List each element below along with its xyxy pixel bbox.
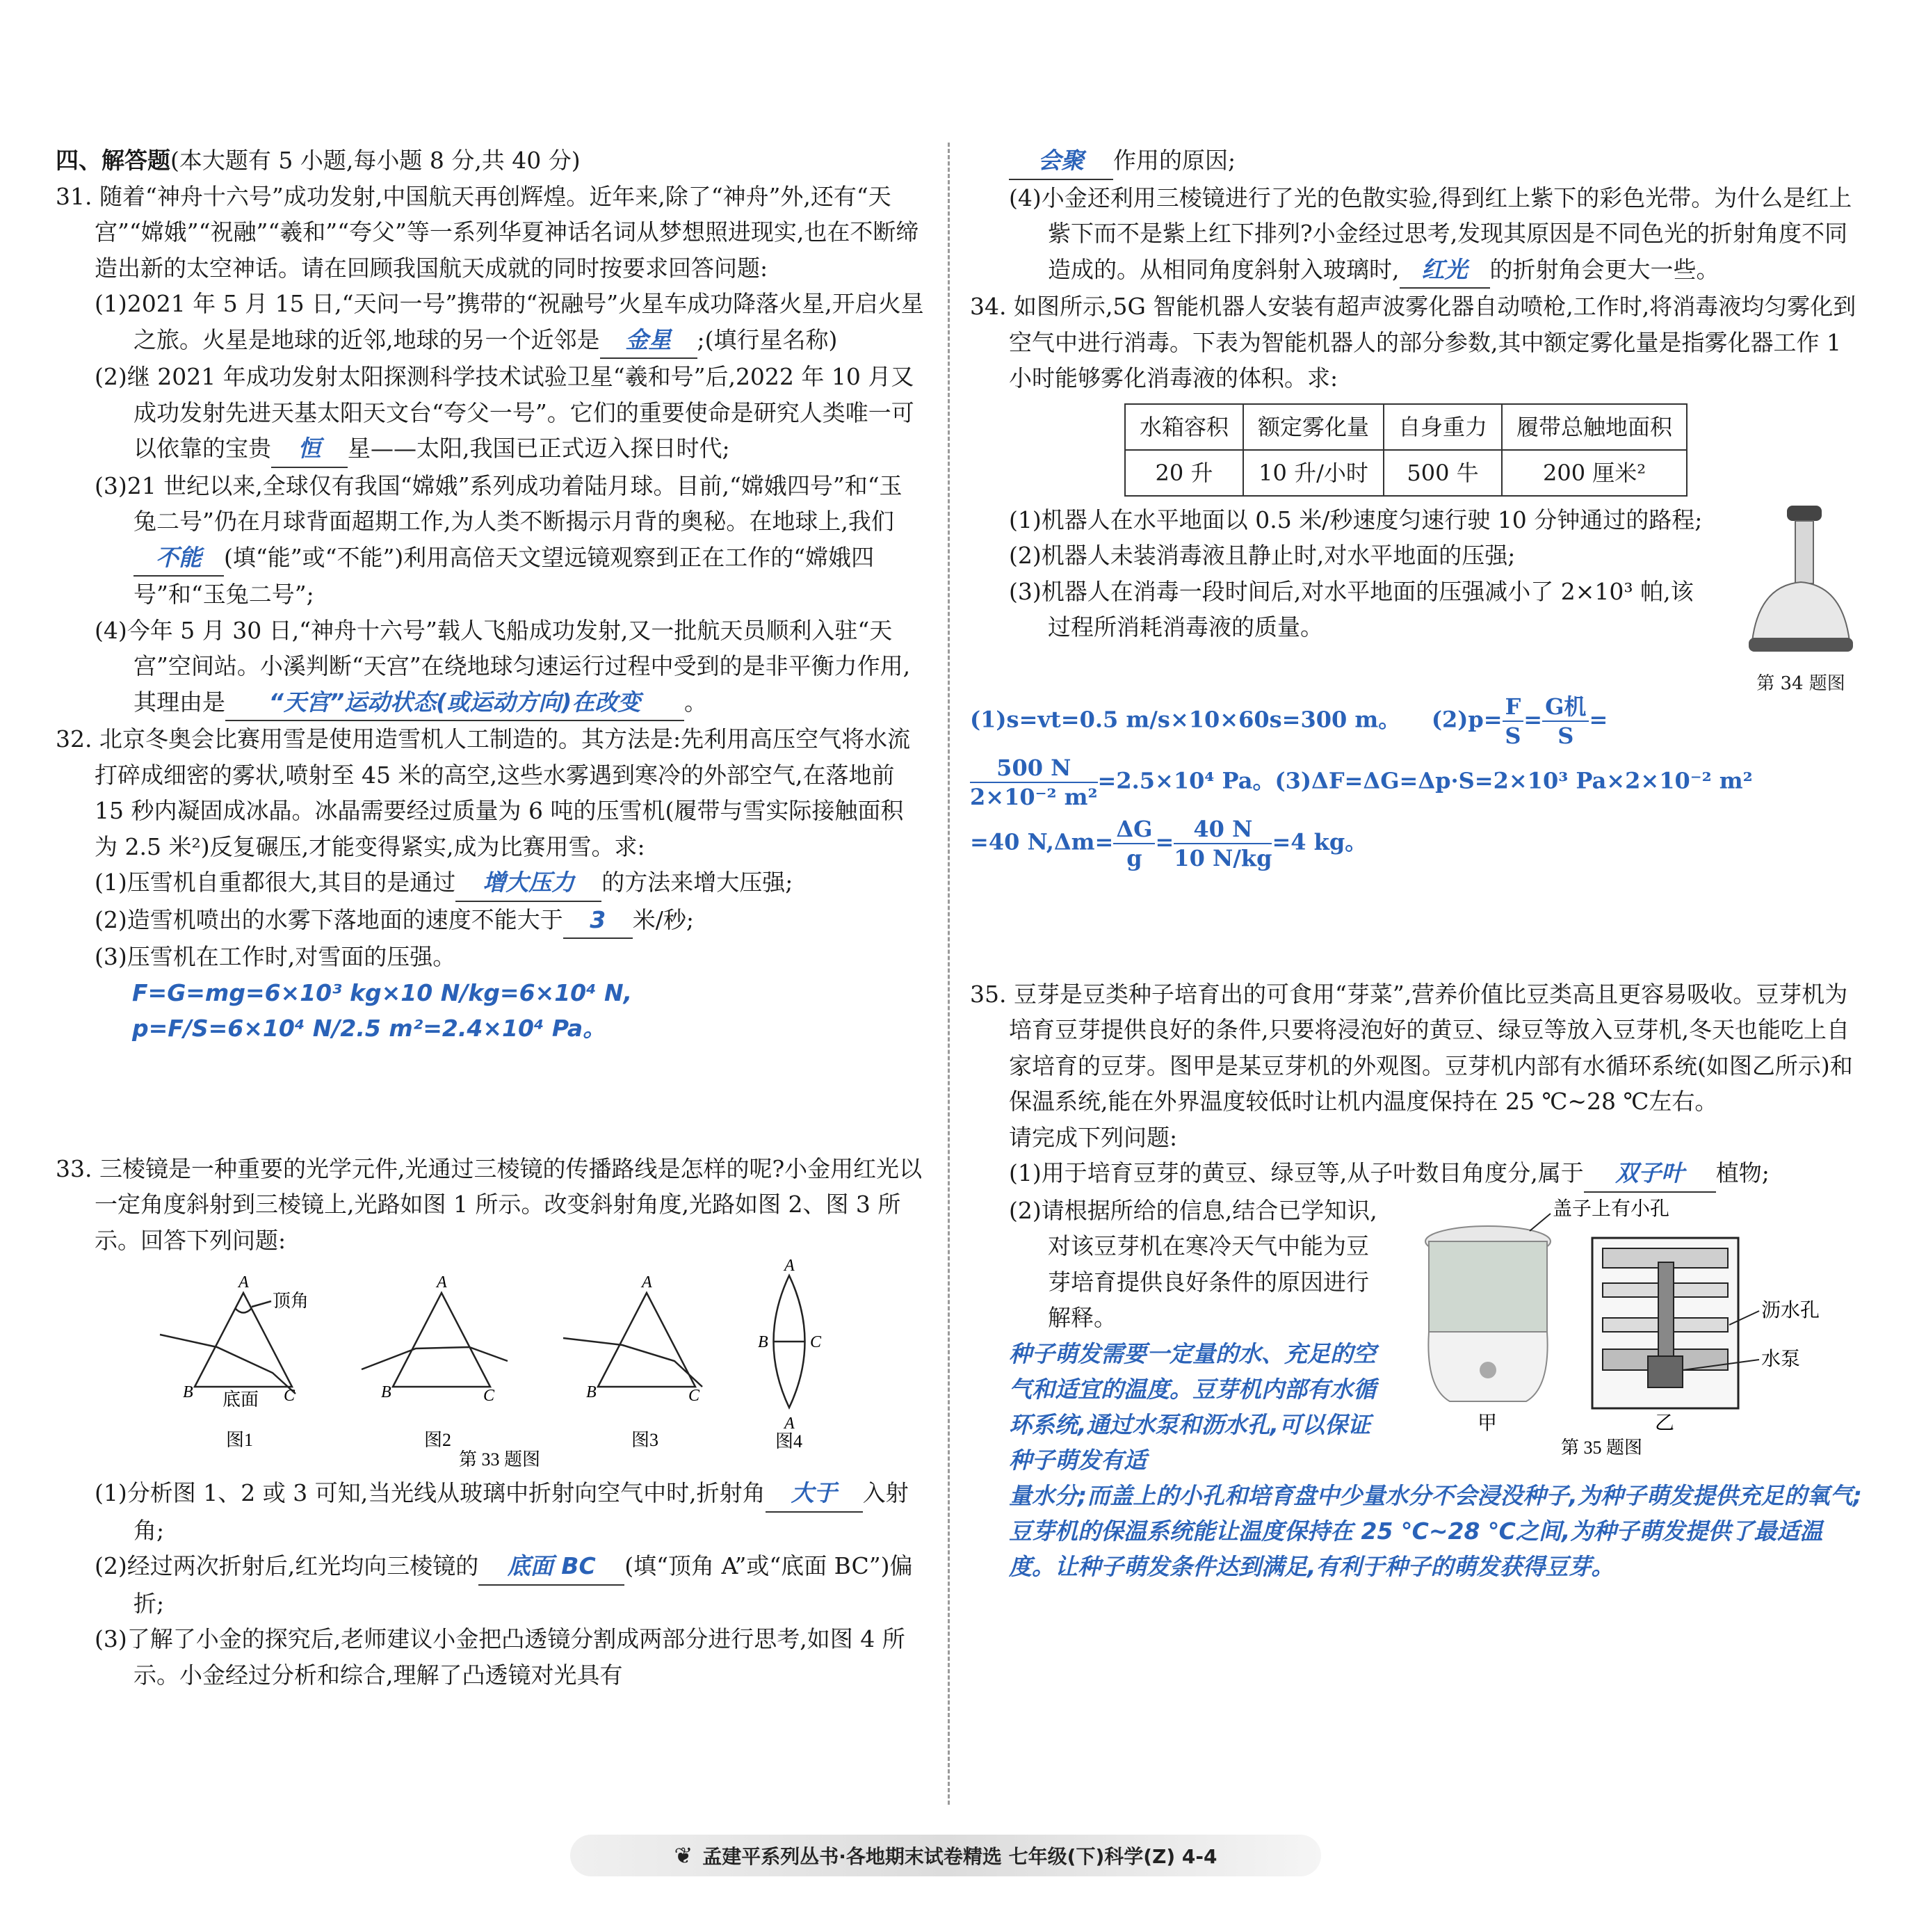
fraction-500n-over-area xyxy=(970,754,1098,811)
table-cell: 200 厘米² xyxy=(1502,450,1687,496)
q33-p3-text: (3)了解了小金的探究后,老师建议小金把凸透镜分割成两部分进行思考,如图 4 所示。小金经过分析和综合,理解了凸透镜对光具有 xyxy=(95,1625,905,1689)
robot-picture xyxy=(1738,502,1863,662)
robot-parameter-table xyxy=(1124,403,1688,497)
section-heading xyxy=(56,143,925,179)
apex-angle-arc xyxy=(235,1308,252,1313)
prism-figure-3 xyxy=(563,1293,702,1387)
footer-text: 孟建平系列丛书·各地期末试卷精选 七年级(下)科学(Z) 4-4 xyxy=(702,1845,1217,1868)
column-divider xyxy=(948,143,950,1805)
light-ray-2 xyxy=(362,1347,508,1369)
q31-part3 xyxy=(56,468,925,613)
q33-p3-tail: 作用的原因; xyxy=(1113,147,1236,174)
q35-answer-short: 种子萌发需要一定量的水、充足的空气和适宜的温度。豆芽机内部有水循环系统,通过水泵和沥水孔,可以保证种子萌发有适 xyxy=(1009,1339,1376,1474)
bean-sprout-machine-figure xyxy=(1415,1193,1860,1457)
q32-part3: (3)压雪机在工作时,对雪面的压强。 xyxy=(95,943,456,970)
q35-part2: (2)请根据所给的信息,结合已学知识,对该豆芽机在寒冷天气中能为豆芽培育提供良好条件的原因进行解释。 xyxy=(1009,1196,1377,1331)
fig3-label-b: B xyxy=(586,1383,597,1401)
robot-tracks xyxy=(1749,638,1853,652)
q31-p4-tail: 。 xyxy=(684,688,707,716)
spacer xyxy=(970,872,1863,976)
q34-ans-part3: =2.5×10⁴ Pa。(3)ΔF=ΔG=Δp·S=2×10³ Pa×2×10⁻² m² xyxy=(1097,767,1753,794)
q33-answer2: 底面 BC xyxy=(478,1548,624,1586)
fig4-label-b: B xyxy=(758,1333,768,1351)
fig2-label-a: A xyxy=(437,1273,447,1291)
q33-p1-text: (1)分析图 1、2 或 3 可知,当光线从玻璃中折射向空气中时,折射角 xyxy=(95,1479,766,1506)
q35-p1-text: (1)用于培育豆芽的黄豆、绿豆等,从子叶数目角度分,属于 xyxy=(1009,1159,1584,1186)
pump-label: 水泵 xyxy=(1761,1348,1801,1370)
q32-answer-line2: p=F/S=6×10⁴ N/2.5 m²=2.4×10⁴ Pa。 xyxy=(132,1015,606,1042)
q33-p2-tail: (填“顶角 A”或“底面 BC”)偏折; xyxy=(133,1552,913,1617)
q33-fig-caption: 第 33 题图 xyxy=(459,1449,541,1467)
q34-parts-with-figure xyxy=(970,502,1863,694)
fraction-numerator: 500 N xyxy=(970,754,1098,783)
table-header-cell: 水箱容积 xyxy=(1125,404,1243,450)
fraction-f-over-s xyxy=(1503,693,1524,750)
q31-answer3: 不能 xyxy=(133,540,224,577)
light-ray-3 xyxy=(563,1338,702,1387)
q33-part3-start xyxy=(56,1621,925,1693)
table-cell: 500 牛 xyxy=(1384,450,1502,496)
fraction-numerator: 40 N xyxy=(1174,815,1272,844)
q35-answer1: 双子叶 xyxy=(1584,1155,1716,1193)
q35-part2-with-figure xyxy=(970,1193,1863,1478)
q33-figure xyxy=(56,1258,925,1467)
q33-p4-tail: 的折射角会更大一些。 xyxy=(1489,255,1719,283)
apex-pointer xyxy=(252,1301,271,1307)
fig1-base-label: 底面 xyxy=(222,1390,259,1410)
table-row xyxy=(1125,450,1687,496)
table-header-row xyxy=(1125,404,1687,450)
fig2-label-b: B xyxy=(381,1383,391,1401)
lid-label: 盖子上有小孔 xyxy=(1553,1198,1670,1220)
q31-p4-text: (4)今年 5 月 30 日,“神舟十六号”载人飞船成功发射,又一批航天员顺利入驻“天宫”空间站。小溪判断“天宫”在绕地球匀速运行过程中受到的是非平衡力作用,其理由是 xyxy=(95,616,911,716)
fraction-numerator: G机 xyxy=(1542,693,1589,722)
q33-p4-text: (4)小金还利用三棱镜进行了光的色散实验,得到红上紫下的彩色光带。为什么是红上紫下而不是紫上红下排列?小金经过思考,发现其原因是不同色光的折射角度不同造成的。从相同角度斜射入玻璃时, xyxy=(1009,184,1852,283)
fig4-label-a-bottom: A xyxy=(784,1415,795,1433)
fraction-numerator: F xyxy=(1503,693,1524,722)
q32-answer-line1: F=G=mg=6×10³ kg×10 N/kg=6×10⁴ N, xyxy=(132,979,633,1006)
water-pump xyxy=(1648,1356,1683,1387)
q33-part1 xyxy=(56,1475,925,1548)
robot-base xyxy=(1752,582,1850,641)
prism-3 xyxy=(598,1293,695,1387)
q32-p2-tail: 米/秒; xyxy=(632,905,694,933)
table-cell: 20 升 xyxy=(1125,450,1243,496)
q35-fig-caption: 第 35 题图 xyxy=(1561,1437,1643,1457)
fig4-label-c: C xyxy=(810,1333,822,1351)
q31-part4 xyxy=(56,613,925,722)
q34-ans-part1: (1)s=vt=0.5 m/s×10×60s=300 m。 xyxy=(970,706,1401,732)
q32-p1-tail: 的方法来增大压强; xyxy=(601,869,793,896)
machine-knob xyxy=(1480,1362,1496,1378)
q34-answer-line2 xyxy=(970,754,1863,811)
q34-part3: (3)机器人在消毒一段时间后,对水平地面的压强减小了 2×10³ 帕,该过程所消耗消毒液的质量。 xyxy=(1009,577,1694,641)
q33-part2 xyxy=(56,1548,925,1621)
q35-figure xyxy=(1415,1193,1860,1467)
table-header-cell: 履带总触地面积 xyxy=(1502,404,1687,450)
q32-p1-text: (1)压雪机自重都很大,其目的是通过 xyxy=(95,869,456,896)
q32-part2 xyxy=(56,902,925,940)
robot-head xyxy=(1787,506,1822,521)
table-header-cell: 额定雾化量 xyxy=(1243,404,1384,450)
prism-figure-2 xyxy=(362,1293,508,1387)
q34-answer-line1: (1)s=vt=0.5 m/s×10×60s=300 m。 (2)p= $\frac{F}{S}$ = G机 S = xyxy=(970,693,1608,749)
fig2-label-c: C xyxy=(483,1387,495,1405)
fig2-name: 图2 xyxy=(424,1430,452,1450)
q34-part2: (2)机器人未装消毒液且静止时,对水平地面的压强; xyxy=(1009,542,1516,569)
q33-stem: 33. 三棱镜是一种重要的光学元件,光通过三棱镜的传播路线是怎样的呢?小金用红光以一定角度斜射到三棱镜上,光路如图 1 所示。改变斜射角度,光路如图 2、图 3 所示。回答下列问题: xyxy=(56,1154,923,1254)
book-icon: ❦ xyxy=(674,1842,693,1869)
prism-2 xyxy=(393,1293,490,1387)
light-ray-1 xyxy=(160,1335,296,1394)
q35-prompt: 请完成下列问题: xyxy=(1009,1123,1178,1151)
right-column xyxy=(970,143,1863,1584)
table-cell: 10 升/小时 xyxy=(1243,450,1384,496)
q34-stem: 34. 如图所示,5G 智能机器人安装有超声波雾化器自动喷枪,工作时,将消毒液均匀雾化到空气中进行消毒。下表为智能机器人的部分参数,其中额定雾化量是指雾化器工作 1 小时能够雾化消毒液的体积。求: xyxy=(970,293,1856,392)
section-note: (本大题有 5 小题,每小题 8 分,共 40 分) xyxy=(170,147,581,174)
page-footer xyxy=(570,1835,1321,1876)
q34-ans-part5: =4 kg。 xyxy=(1272,828,1368,855)
q33-part4 xyxy=(970,180,1863,289)
fraction-40n-over-g xyxy=(1174,815,1272,872)
q32-part1 xyxy=(56,864,925,902)
fig3-label-c: C xyxy=(688,1387,700,1405)
fraction-g-over-s xyxy=(1542,693,1589,750)
q31-part1 xyxy=(56,286,925,359)
q31-p3-tail: (填“能”或“不能”)利用高倍天文望远镜观察到正在工作的“嫦娥四号”和“玉兔二号”; xyxy=(133,543,875,608)
q32-answer2: 3 xyxy=(563,902,633,940)
q34-ans-part4: =40 N,Δm= xyxy=(970,828,1114,855)
q35-answer-long: 量水分;而盖上的小孔和培育盘中少量水分不会浸没种子,为种子萌发提供充足的氧气;豆芽机的保温系统能让温度保持在 25 ℃~28 ℃之间,为种子萌发提供了最适温度。让种子萌发条件达到满足,有利于种子的萌发获得豆芽。 xyxy=(1009,1481,1862,1580)
q33-part3-cont xyxy=(970,143,1863,180)
q34-worked-answer xyxy=(970,693,1863,872)
fig3-name: 图3 xyxy=(631,1430,659,1450)
spacer xyxy=(56,1047,925,1151)
fig-jia-label: 甲 xyxy=(1478,1412,1498,1434)
q34-figure xyxy=(1738,502,1863,696)
fraction-denominator: S xyxy=(1505,722,1521,749)
q31-p1-text: (1)2021 年 5 月 15 日,“天问一号”携带的“祝融号”火星车成功降落火星,开启火星之旅。火星是地球的近邻,地球的另一个近邻是 xyxy=(95,290,924,353)
q33-p2-text: (2)经过两次折射后,红光均向三棱镜的 xyxy=(95,1552,479,1579)
fraction-denominator: 2×10⁻² m² xyxy=(970,783,1098,810)
q31-part2 xyxy=(56,359,925,468)
fraction-denominator: g xyxy=(1126,844,1142,871)
machine-trays xyxy=(1429,1241,1547,1332)
fig1-label-c: C xyxy=(284,1387,296,1405)
q31-answer4: “天宫”运动状态(或运动方向)在改变 xyxy=(225,684,684,722)
holes-label: 沥水孔 xyxy=(1761,1299,1820,1321)
q31-p2-tail: 星——太阳,我国已正式迈入探日时代; xyxy=(348,435,730,462)
q34-ans-part2: (2)p= xyxy=(1431,706,1503,732)
fig4-label-a-top: A xyxy=(784,1258,795,1275)
fraction-denominator: 10 N/kg xyxy=(1174,844,1272,871)
fig1-name: 图1 xyxy=(226,1430,254,1450)
q34-fig-caption: 第 34 题图 xyxy=(1756,673,1845,694)
fig1-label-b: B xyxy=(183,1383,193,1401)
fraction-dg-over-g xyxy=(1113,815,1155,872)
left-column xyxy=(56,143,925,1693)
q31-p3-text: (3)21 世纪以来,全球仅有我国“嫦娥”系列成功着陆月球。目前,“嫦娥四号”和“玉兔二号”仍在月球背面超期工作,为人类不断揭示月背的奥秘。在地球上,我们 xyxy=(95,472,903,535)
robot-body xyxy=(1795,521,1813,583)
q32-answer1: 增大压力 xyxy=(455,864,601,902)
fraction-numerator: ΔG xyxy=(1113,815,1155,844)
q35-p1-tail: 植物; xyxy=(1715,1159,1770,1186)
q32-p2-text: (2)造雪机喷出的水雾下落地面的速度不能大于 xyxy=(95,905,563,933)
q34-part1: (1)机器人在水平地面以 0.5 米/秒速度匀速行驶 10 分钟通过的路程; xyxy=(1009,506,1703,533)
q31-p1-tail: ;(填行星名称) xyxy=(697,325,838,353)
fig1-apex-label: 顶角 xyxy=(273,1291,309,1311)
q35-stem: 35. 豆芽是豆类种子培育出的可食用“芽菜”,营养价值比豆类高且更容易吸收。豆芽机为培育豆芽提供良好的条件,只要将浸泡好的黄豆、绿豆等放入豆芽机,冬天也能吃上自家培育的豆芽。图甲是某豆芽机的外观图。豆芽机内部有水循环系统(如图乙所示)和保温系统,能在外界温度较低时让机内温度保持在 25 ℃~28 ℃左右。 xyxy=(970,980,1853,1115)
q33-p1-tail: 入射角; xyxy=(133,1479,909,1544)
q33-answer3: 会聚 xyxy=(1009,143,1113,180)
q31-stem: 31. 随着“神舟十六号”成功发射,中国航天再创辉煌。近年来,除了“神舟”外,还有“天宫”“嫦娥”“祝融”“羲和”“夸父”等一系列华夏神话名词从梦想照进现实,也在不断缔造出新的太空神话。请在回顾我国航天成就的同时按要求回答问题: xyxy=(56,182,919,282)
q35-part1 xyxy=(970,1155,1863,1193)
q33-answer4: 红光 xyxy=(1400,252,1490,289)
fig1-label-a: A xyxy=(238,1273,249,1291)
section-title: 四、解答题 xyxy=(56,147,170,174)
q31-p2-text: (2)继 2021 年成功发射太阳探测科学技术试验卫星“羲和号”后,2022 年 10 月又成功发射先进天基太阳天文台“夸父一号”。它们的重要使命是研究人类唯一可以依靠的宝贵 xyxy=(95,363,914,462)
q33-answer1: 大于 xyxy=(766,1475,863,1513)
fig3-label-a: A xyxy=(642,1273,652,1291)
fraction-denominator: S xyxy=(1557,722,1574,749)
q31-answer2: 恒 xyxy=(271,430,348,468)
fig4-name: 图4 xyxy=(775,1431,803,1451)
table-header-cell: 自身重力 xyxy=(1384,404,1502,450)
q31-answer1: 金星 xyxy=(600,322,697,360)
q34-answer-line3: =40 N,Δm= $\frac{\Delta G}{g}$ = $\frac{40 N}{10 N/kg}$ =4 kg。 xyxy=(970,815,1368,871)
fig-yi-label: 乙 xyxy=(1655,1412,1675,1434)
lid-pointer xyxy=(1530,1214,1551,1231)
lens-figure-4 xyxy=(774,1275,805,1408)
q32-stem: 32. 北京冬奥会比赛用雪是使用造雪机人工制造的。其方法是:先利用高压空气将水流打碎成细密的雾状,喷射至 45 米的高空,这些水雾遇到寒冷的外部空气,在落地前 15 秒内凝固成冰晶。冰晶需要经过质量为 6 吨的压雪机(履带与雪实际接触面积为 2.5 米²)反复碾压,才能变得紧实,成为比赛用雪。求: xyxy=(56,725,911,860)
